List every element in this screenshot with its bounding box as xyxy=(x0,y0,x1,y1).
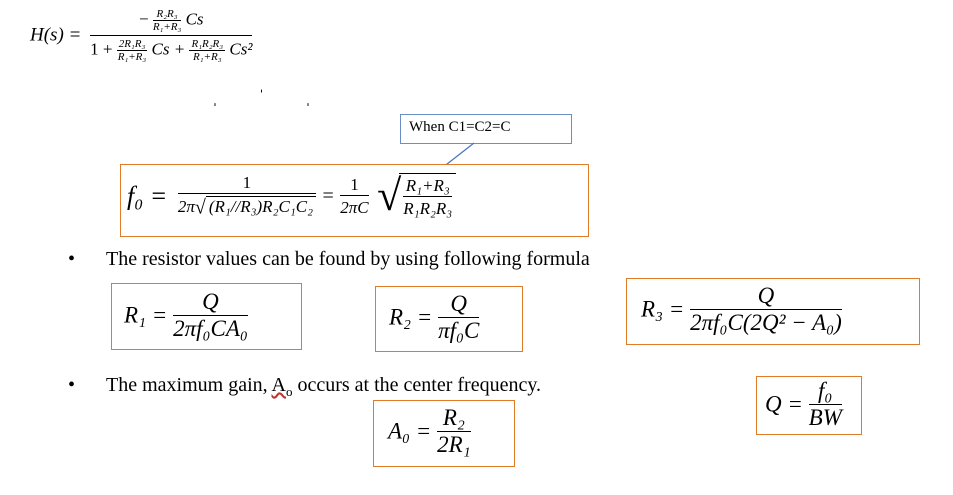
tf-den-t2-den: R₁+R₃ xyxy=(193,51,222,63)
r1-lhs: R₁ = xyxy=(124,302,168,328)
f0-frac1-den-b: (R₁//R₃)R₂C₁C₂ xyxy=(206,196,316,217)
f0-frac2-den: 2πC xyxy=(340,197,369,217)
bullet-2-symbol: $A_o$ xyxy=(271,374,293,399)
r3-den: 2πf₀C(2Q² − A₀) xyxy=(690,310,842,335)
tf-num-frac-num: R₂R₃ xyxy=(153,8,182,21)
r2-num: Q xyxy=(438,291,479,318)
tf-num-frac-den: R₁+R₃ xyxy=(152,21,182,33)
tf-den-t1-tail: Cs + xyxy=(151,39,186,59)
r2-lhs: R₂ = xyxy=(389,304,433,330)
f0-formula-box: f₀ = $\frac{1}{\text{2π√ (R₁//R₃)R₂C₁C₂}}$ = $\frac{1}{2\pi C}$ √ $\frac{\text{R₁+R₃}}{\text{R₁R₂R₃}}$ xyxy=(120,164,589,237)
transfer-function xyxy=(30,8,252,63)
r3-frac xyxy=(690,283,842,336)
tf-den-t2-num: R₁R₂R₃ xyxy=(191,38,224,50)
bullet-2-post: occurs at the center frequency. xyxy=(292,374,542,396)
f0-sqrt-frac xyxy=(399,173,456,219)
tf-num-sign: − xyxy=(138,9,149,29)
a0-lhs: A₀ = xyxy=(388,418,432,444)
r3-num: Q xyxy=(690,283,842,310)
f0-frac1-den-a: 2π xyxy=(177,197,195,216)
f0-frac1: $\frac{1}{\text{2π√ (R₁//R₃)R₂C₁C₂}}$ xyxy=(178,173,316,220)
tf-den-t2-tail: Cs² xyxy=(229,39,253,59)
r3-lhs: R₃ = xyxy=(641,296,685,322)
q-frac xyxy=(809,378,842,431)
tf-den-t1-den: R₁+R₃ xyxy=(117,51,147,63)
a0-num: R₂ xyxy=(437,405,471,432)
callout-text: When C1=C2=C xyxy=(409,119,511,135)
f0-equals: = xyxy=(322,184,334,207)
r1-frac xyxy=(173,289,248,342)
f0-sqrt-den: R₁R₂R₃ xyxy=(403,199,453,219)
bullet-dot-2: • xyxy=(68,374,76,396)
q-lhs: Q = xyxy=(765,391,803,417)
r2-formula-box xyxy=(375,286,523,352)
q-formula-box xyxy=(756,376,862,435)
bullet-1-text: The resistor values can be found by using following formula xyxy=(106,248,590,270)
partial-text: ˌ ˈ ˌ xyxy=(212,86,329,106)
bullet-2-pre: The maximum gain, xyxy=(106,374,272,396)
tf-lhs: H(s) = xyxy=(30,24,82,46)
tf-den-t1-num: 2R₁R₃ xyxy=(118,38,146,50)
r3-formula-box xyxy=(626,278,920,345)
a0-formula-box xyxy=(373,400,515,467)
r2-frac xyxy=(438,291,479,344)
tf-fraction xyxy=(90,8,252,63)
bullet-resistor-values xyxy=(68,248,590,271)
f0-lhs: f₀ = xyxy=(127,181,168,211)
bullet-maximum-gain xyxy=(68,374,541,400)
f0-frac2 xyxy=(340,175,368,218)
q-den: BW xyxy=(808,405,842,430)
a0-frac xyxy=(437,405,471,458)
r1-num: Q xyxy=(173,289,248,316)
f0-sqrt-num: R₁+R₃ xyxy=(403,176,452,197)
tf-num-tail: Cs xyxy=(185,9,204,29)
f0-frac2-num: 1 xyxy=(340,175,368,196)
r1-den: 2πf₀CA₀ xyxy=(173,316,248,341)
bullet-2-sub: o xyxy=(285,384,293,399)
bullet-dot: • xyxy=(68,248,76,270)
r2-den: πf₀C xyxy=(438,318,480,343)
r1-formula-box xyxy=(111,283,302,350)
f0-frac1-num: 1 xyxy=(178,173,316,194)
a0-den: 2R₁ xyxy=(437,432,471,457)
tf-den-one: 1 + xyxy=(90,39,113,59)
q-num: f₀ xyxy=(809,378,842,405)
